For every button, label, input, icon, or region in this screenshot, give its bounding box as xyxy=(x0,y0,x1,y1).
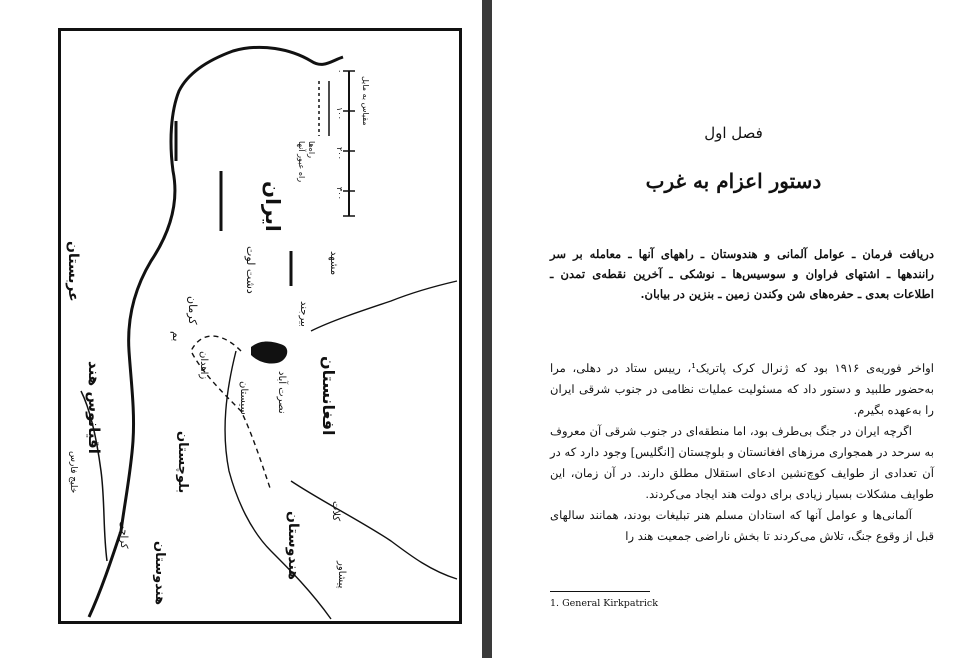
label-dasht-lut: دشت لوت xyxy=(244,246,257,294)
scale-legend-road: راه‌ها xyxy=(307,141,316,158)
body-text xyxy=(550,358,934,547)
afghan-border xyxy=(311,281,457,331)
label-gulf: خلیج فارس xyxy=(68,451,78,494)
label-iran: ایران xyxy=(261,181,285,232)
label-mashhad: مشهد xyxy=(328,251,339,276)
paragraph-1: اواخر فوریه‌ی ۱۹۱۶ بود که ژنرال کرک پاتریک¹، رییس ستاد در دهلی، مرا به‌حضور طلبید و دستور داد که مسئولیت عملیات نظامی در جنوب شرقی ایران را به‌عهده بگیرم. xyxy=(550,361,934,417)
paragraph-2: اگرچه ایران در جنگ بی‌طرف بود، اما منطقه‌ای در جنوب شرقی آن معروف به سرحد در همجواری مرزهای افغانستان و بلوچستان [انگلیس] وجود دارد که در آن تعدادی از طوایف کوچ‌نشین ادعای استقلال مطلق دارند. در آن زمان، این طوایف مشکلات بسیار زیادی برای دولت هند ایجاد می‌کردند. xyxy=(550,424,934,501)
label-nasratabad: نصرت آباد xyxy=(276,371,287,414)
label-hindustan: هندوستان xyxy=(285,511,301,580)
label-karachi: کراچی xyxy=(118,521,129,549)
footnote: 1. General Kirkpatrick xyxy=(550,598,658,609)
scale-tick-0: ۰ xyxy=(335,69,344,74)
label-peshawar: پیشاور xyxy=(336,561,347,589)
scale-title: مقیاس به مایل xyxy=(361,76,370,126)
label-zahedan: زاهدان xyxy=(198,351,209,380)
label-kerman: کرمان xyxy=(186,296,199,325)
label-sistan: سیستان xyxy=(238,381,249,415)
paragraph-3: آلمانی‌ها و عوامل آنها که استادان مسلم هنر تبلیغات بودند، همانند سالهای قبل از وقوع جنگ، تلاش می‌کردند تا بخش ناراضی جمعیت هند را xyxy=(550,508,934,543)
label-bam: بم xyxy=(170,331,183,342)
book-spine xyxy=(482,0,492,658)
label-afghanistan: افغانستان xyxy=(319,356,338,436)
scale-tick-1: ۱۰۰ xyxy=(335,107,344,120)
label-arabia: عربستان xyxy=(65,241,81,302)
chapter-summary: دریافت فرمان ـ عوامل آلمانی و هندوستان ـ راههای آنها ـ معامله بر سر رانندهها ـ اشتهای فراوان و سوسیس‌ها ـ نوشکی ـ آخرین نقطه‌ی تمدن ـ اطلاعات بعدی ـ حفره‌های شن وکندن زمین ـ بنزین در بیابان. xyxy=(550,247,934,301)
scale-tick-2: ۲۰۰ xyxy=(335,147,344,160)
map-frame xyxy=(58,28,462,624)
footnote-rule xyxy=(550,591,650,592)
hindustan-border xyxy=(291,481,457,579)
label-indian-ocean: اقیانوس هند xyxy=(85,361,103,454)
label-baluchistan: بلوچستان xyxy=(175,431,190,494)
label-hindustan-2: هندوستان xyxy=(152,541,167,605)
chapter-label: فصل اول xyxy=(704,124,763,142)
label-kalat: کلات xyxy=(330,501,341,522)
right-page-text xyxy=(492,0,975,658)
scale-legend-route: راه عبور آنها xyxy=(297,141,306,183)
chapter-title: دستور اعزام به غرب xyxy=(645,169,822,193)
map-svg xyxy=(61,31,459,621)
label-birjand: بیرجند xyxy=(298,301,309,327)
hamun-lake xyxy=(251,342,287,364)
scale-tick-3: ۳۰۰ xyxy=(335,187,344,200)
left-page-map xyxy=(0,0,482,658)
